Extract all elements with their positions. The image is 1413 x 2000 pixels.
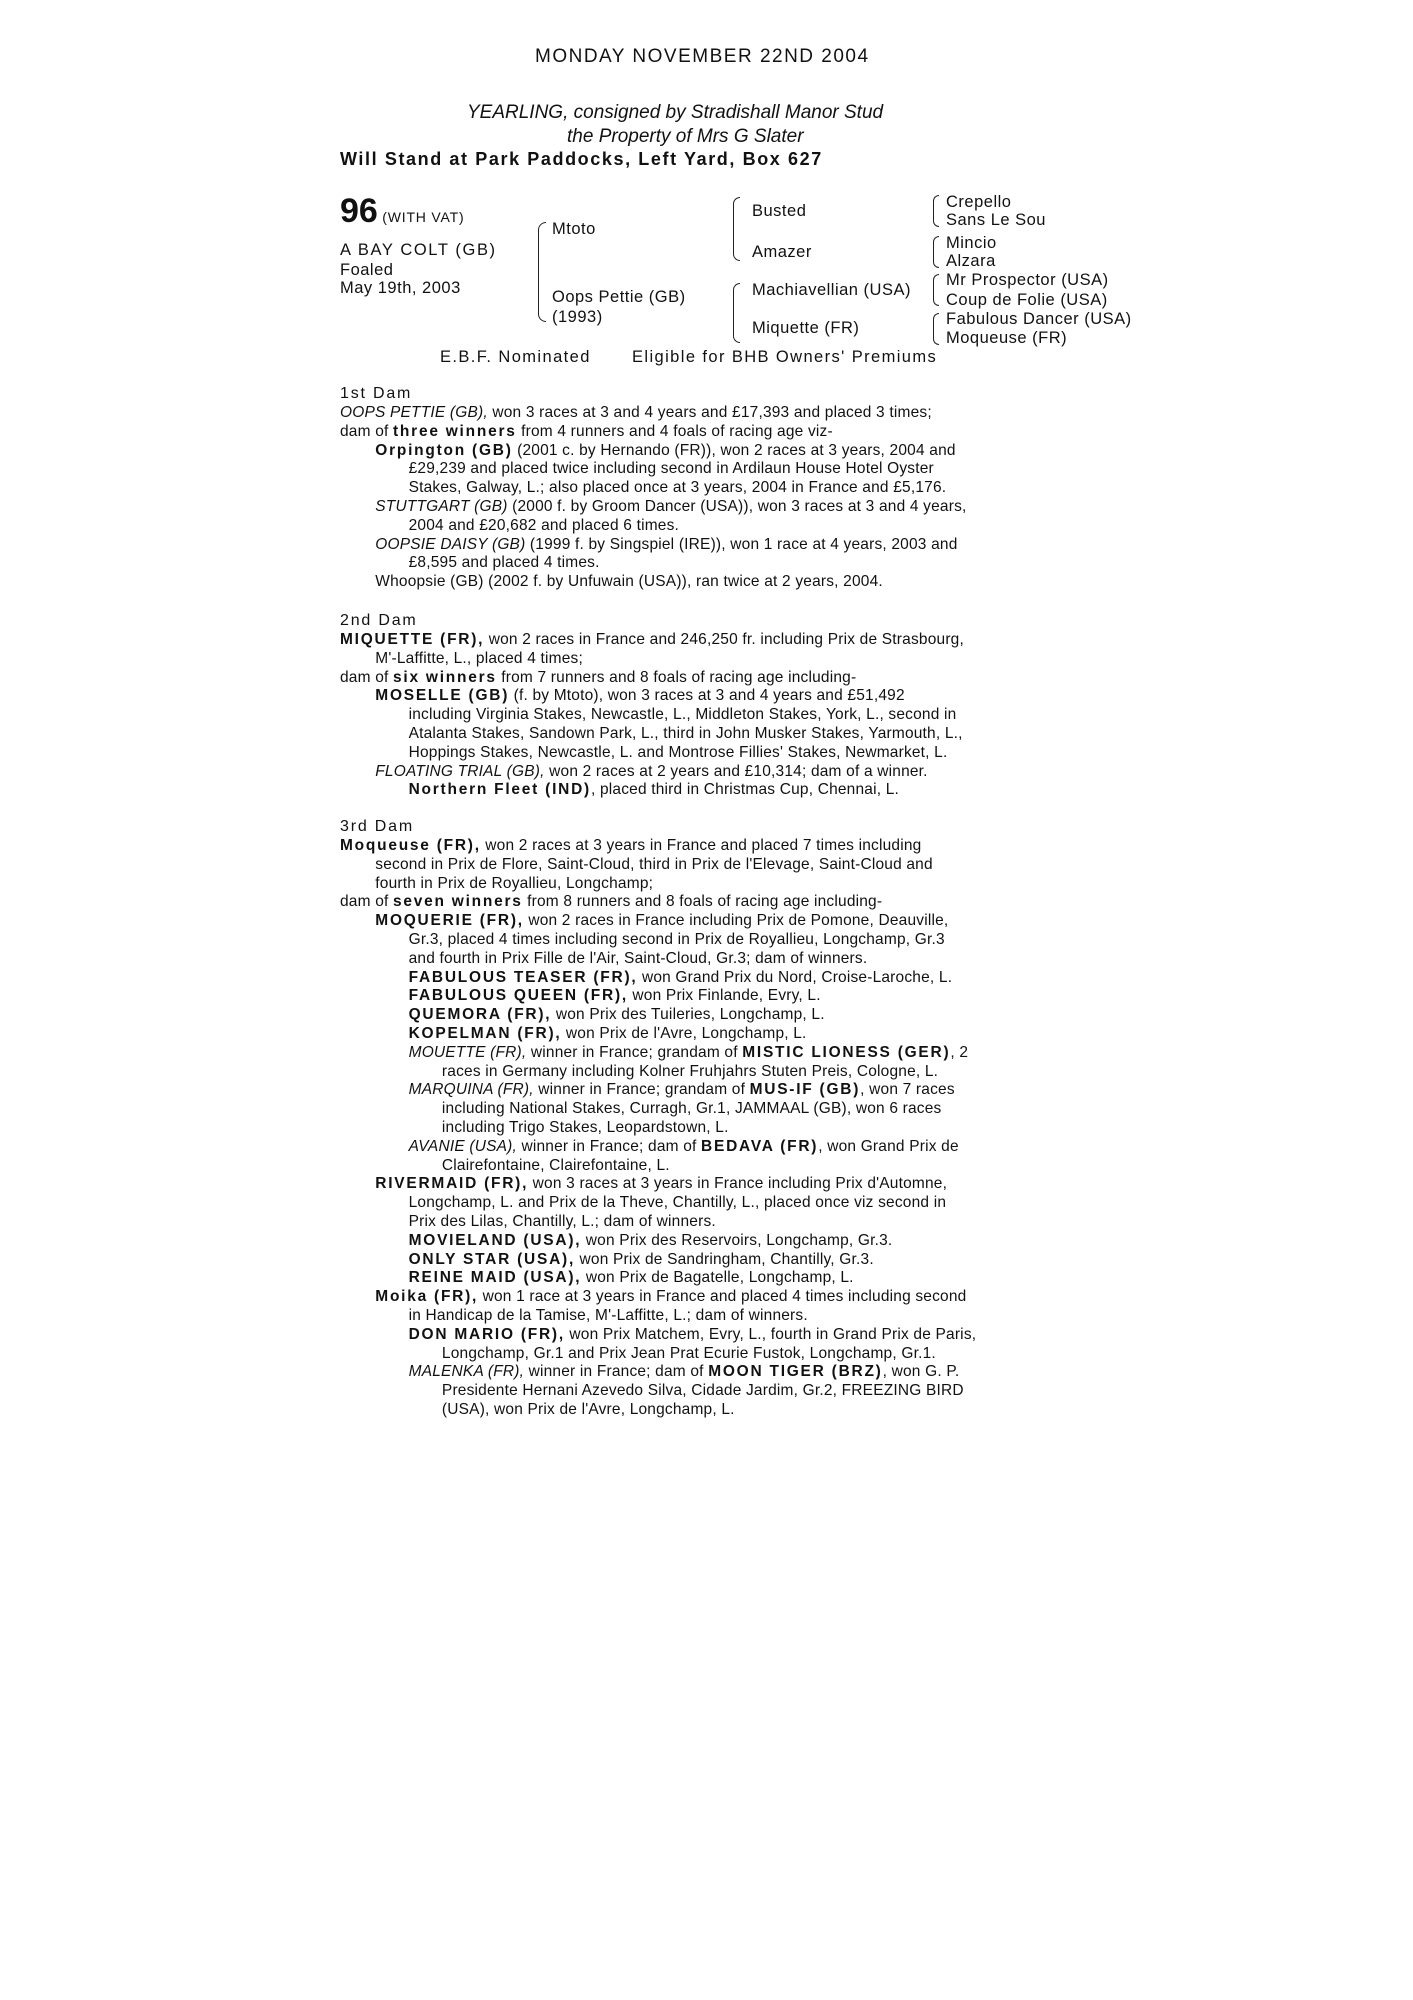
text: , won Grand Prix de [818, 1137, 959, 1155]
horse-name: Orpington (GB) [375, 441, 513, 459]
winners-count: seven winners [393, 893, 523, 911]
pedigree-sire-sire: Busted [752, 202, 807, 220]
horse-name: MISTIC LIONESS (GER) [742, 1043, 951, 1061]
text: from 8 runners and 8 foals of racing age including- [522, 893, 883, 911]
first-dam-heading: 1st Dam [340, 385, 413, 402]
lot-description: A BAY COLT (GB) [340, 241, 497, 259]
horse-name: Northern Fleet (IND) [408, 781, 591, 799]
pedigree-sire-dam: Amazer [752, 243, 812, 261]
pedigree-brace-3 [733, 283, 740, 343]
horse-name: MOUETTE (FR), [408, 1043, 527, 1061]
property-line: the Property of Mrs G Slater [567, 126, 804, 147]
pedigree-brace-4 [933, 195, 939, 227]
text: Hoppings Stakes, Newcastle, L. and Montrose Fillies' Stakes, Newmarket, L. [408, 743, 948, 761]
horse-name: BEDAVA (FR) [701, 1137, 819, 1155]
offspring-entry [409, 987, 1066, 1006]
horse-name: OOPSIE DAISY (GB) [375, 535, 526, 553]
horse-name: DON MARIO (FR), [408, 1325, 565, 1343]
text: from 7 runners and 8 foals of racing age including- [496, 668, 857, 686]
text: , won G. P. [882, 1363, 960, 1381]
text: , placed third in Christmas Cup, Chennai, L. [590, 781, 900, 799]
text: won Prix Matchem, Evry, L., fourth in Grand Prix de Paris, [564, 1325, 977, 1343]
pedigree-g7: Fabulous Dancer (USA) [946, 310, 1132, 328]
text: Clairefontaine, Clairefontaine, L. [441, 1156, 670, 1174]
pedigree-g2: Sans Le Sou [946, 211, 1046, 229]
horse-name: STUTTGART (GB) [375, 497, 508, 515]
text: from 4 runners and 4 foals of racing age viz- [516, 422, 833, 440]
foaled-label: Foaled [340, 261, 394, 279]
offspring-entry [409, 1251, 1066, 1270]
horse-name: FLOATING TRIAL (GB), [375, 762, 545, 780]
offspring-entry [409, 781, 1066, 800]
text: winner in France; grandam of [526, 1043, 743, 1061]
dam-record: won 3 races at 3 and 4 years and £17,393 and placed 3 times; [487, 404, 932, 421]
pedigree-g8: Moqueuse (FR) [946, 329, 1068, 347]
horse-name: MOVIELAND (USA), [408, 1231, 582, 1249]
pedigree-brace-7 [933, 313, 939, 345]
offspring-entry [409, 1269, 1066, 1288]
text: won Grand Prix du Nord, Croise-Laroche, L. [637, 968, 953, 986]
sale-date: MONDAY NOVEMBER 22ND 2004 [535, 46, 870, 67]
horse-name: MOQUERIE (FR), [375, 912, 524, 930]
text: second in Prix de Flore, Saint-Cloud, third in Prix de l'Elevage, Saint-Cloud and [375, 855, 933, 873]
second-dam-section [340, 631, 1065, 800]
offspring-entry [409, 969, 1066, 988]
text: won 1 race at 3 years in France and placed 4 times including second [478, 1288, 967, 1306]
third-dam-heading: 3rd Dam [340, 818, 414, 835]
text: Whoopsie (GB) (2002 f. by Unfuwain (USA)), ran twice at 2 years, 2004. [375, 573, 883, 591]
text: (1999 f. by Singspiel (IRE)), won 1 race at 4 years, 2003 and [525, 535, 958, 553]
text: won Prix des Reservoirs, Longchamp, Gr.3. [581, 1231, 893, 1249]
text: won Prix de l'Avre, Longchamp, L. [561, 1024, 807, 1042]
offspring-entry [409, 1232, 1066, 1251]
offspring-entry [409, 1081, 1066, 1137]
stand-location: Will Stand at Park Paddocks, Left Yard, Box 627 [340, 149, 823, 169]
horse-name: MUS-IF (GB) [749, 1081, 861, 1099]
horse-name: MARQUINA (FR), [408, 1081, 534, 1099]
dam-name: Moqueuse (FR), [340, 837, 481, 854]
text: fourth in Prix de Royallieu, Longchamp; [375, 874, 654, 892]
pedigree-brace-5 [933, 236, 939, 268]
foaled-date: May 19th, 2003 [340, 279, 461, 297]
second-dam-heading: 2nd Dam [340, 612, 418, 629]
pedigree-dam-sire: Machiavellian (USA) [752, 281, 911, 299]
text: Longchamp, L. and Prix de la Theve, Chantilly, L., placed once viz second in [408, 1194, 947, 1212]
offspring-entry [375, 573, 1065, 592]
horse-name: AVANIE (USA), [408, 1137, 517, 1155]
vat-note: (WITH VAT) [382, 209, 465, 225]
offspring-entry [375, 1288, 1065, 1326]
offspring-entry [375, 763, 1065, 782]
dam-name: OOPS PETTIE (GB), [340, 404, 488, 421]
horse-name: FABULOUS TEASER (FR), [408, 968, 638, 986]
text: races in Germany including Kolner Fruhjahrs Stuten Preis, Cologne, L. [441, 1062, 939, 1080]
text: (f. by Mtoto), won 3 races at 3 and 4 years and £51,492 [509, 687, 905, 705]
pedigree-g4: Alzara [946, 252, 996, 270]
horse-name: QUEMORA (FR), [408, 1006, 552, 1024]
text: including Virginia Stakes, Newcastle, L., Middleton Stakes, York, L., second in [408, 706, 957, 724]
winners-count: three winners [393, 422, 517, 440]
text: Gr.3, placed 4 times including second in Prix de Royallieu, Longchamp, Gr.3 [408, 930, 945, 948]
horse-name: MOSELLE (GB) [375, 687, 510, 705]
offspring-entry [409, 1025, 1066, 1044]
offspring-entry [375, 912, 1065, 968]
text: Stakes, Galway, L.; also placed once at 3 years, 2004 in France and £5,176. [408, 479, 947, 497]
offspring-entry [409, 1138, 1066, 1176]
offspring-entry [375, 536, 1065, 574]
text: £8,595 and placed 4 times. [408, 554, 600, 572]
text: dam of [340, 422, 394, 440]
pedigree-g3: Mincio [946, 234, 997, 252]
pedigree-dam-dam: Miquette (FR) [752, 319, 860, 337]
text: won Prix des Tuileries, Longchamp, L. [551, 1006, 825, 1024]
offspring-entry [375, 442, 1065, 498]
horse-name: MALENKA (FR), [408, 1363, 525, 1381]
offspring-entry [409, 1006, 1066, 1025]
text: , won 7 races [860, 1081, 955, 1099]
pedigree-brace-6 [933, 274, 939, 306]
text: won Prix Finlande, Evry, L. [627, 987, 821, 1005]
dam-name: MIQUETTE (FR), [340, 631, 485, 648]
pedigree-dam: Oops Pettie (GB) [552, 288, 686, 306]
offspring-entry [409, 1363, 1066, 1419]
pedigree-g6: Coup de Folie (USA) [946, 291, 1108, 309]
text: winner in France; dam of [516, 1137, 702, 1155]
text: , 2 [950, 1043, 969, 1061]
text: dam of [340, 668, 394, 686]
pedigree-brace-2 [733, 197, 740, 261]
text: won 2 races in France including Prix de Pomone, Deauville, [523, 912, 949, 930]
text: Longchamp, Gr.1 and Prix Jean Prat Ecurie Fustok, Longchamp, Gr.1. [441, 1344, 936, 1362]
text: in Handicap de la Tamise, M'-Laffitte, L.; dam of winners. [408, 1306, 808, 1324]
text: won Prix de Sandringham, Chantilly, Gr.3. [575, 1250, 874, 1268]
pedigree-sire: Mtoto [552, 220, 596, 238]
lot-number: 96 [340, 192, 378, 230]
text: Prix des Lilas, Chantilly, L.; dam of winners. [408, 1212, 716, 1230]
text: 2004 and £20,682 and placed 6 times. [408, 516, 680, 534]
horse-name: Moika (FR), [375, 1288, 479, 1306]
consignor-line: YEARLING, consigned by Stradishall Manor Stud [467, 102, 884, 123]
offspring-entry [375, 1175, 1065, 1231]
text: M'-Laffitte, L., placed 4 times; [375, 649, 583, 667]
text: and fourth in Prix Fille de l'Air, Saint-Cloud, Gr.3; dam of winners. [408, 949, 868, 967]
pedigree-g1: Crepello [946, 193, 1012, 211]
text: (2001 c. by Hernando (FR)), won 2 races at 3 years, 2004 and [512, 441, 956, 459]
horse-name: RIVERMAID (FR), [375, 1175, 529, 1193]
pedigree-brace-1 [538, 222, 546, 322]
text: including National Stakes, Curragh, Gr.1, JAMMAAL (GB), won 6 races [441, 1100, 942, 1118]
text: Presidente Hernani Azevedo Silva, Cidade Jardim, Gr.2, FREEZING BIRD [441, 1382, 964, 1400]
text: won 2 races at 3 years in France and placed 7 times including [480, 837, 922, 854]
winners-count: six winners [393, 668, 497, 686]
text: £29,239 and placed twice including second in Ardilaun House Hotel Oyster [408, 460, 934, 478]
offspring-entry [375, 687, 1065, 762]
lot-number-block [340, 192, 464, 231]
offspring-entry [409, 1044, 1066, 1082]
third-dam-section [340, 837, 1065, 1420]
text: (USA), won Prix de l'Avre, Longchamp, L. [441, 1400, 735, 1418]
ebf-note: E.B.F. Nominated [440, 348, 591, 366]
horse-name: MOON TIGER (BRZ) [708, 1363, 883, 1381]
text: won 2 races in France and 246,250 fr. including Prix de Strasbourg, [484, 631, 964, 648]
offspring-entry [375, 498, 1065, 536]
text: dam of [340, 893, 394, 911]
pedigree-g5: Mr Prospector (USA) [946, 271, 1109, 289]
horse-name: FABULOUS QUEEN (FR), [408, 987, 628, 1005]
horse-name: ONLY STAR (USA), [408, 1250, 576, 1268]
text: winner in France; dam of [524, 1363, 709, 1381]
offspring-entry [409, 1326, 1066, 1364]
first-dam-section [340, 404, 1065, 592]
text: Atalanta Stakes, Sandown Park, L., third in John Musker Stakes, Yarmouth, L., [408, 724, 963, 742]
text: including Trigo Stakes, Leopardstown, L. [441, 1118, 729, 1136]
horse-name: REINE MAID (USA), [408, 1269, 582, 1287]
horse-name: KOPELMAN (FR), [408, 1024, 562, 1042]
bhb-note: Eligible for BHB Owners' Premiums [632, 348, 938, 366]
text: (2000 f. by Groom Dancer (USA)), won 3 races at 3 and 4 years, [507, 497, 967, 515]
text: winner in France; grandam of [533, 1081, 750, 1099]
pedigree-dam-year: (1993) [552, 308, 603, 326]
text: won 3 races at 3 years in France including Prix d'Automne, [528, 1175, 948, 1193]
text: won Prix de Bagatelle, Longchamp, L. [581, 1269, 854, 1287]
text: won 2 races at 2 years and £10,314; dam of a winner. [544, 762, 928, 780]
